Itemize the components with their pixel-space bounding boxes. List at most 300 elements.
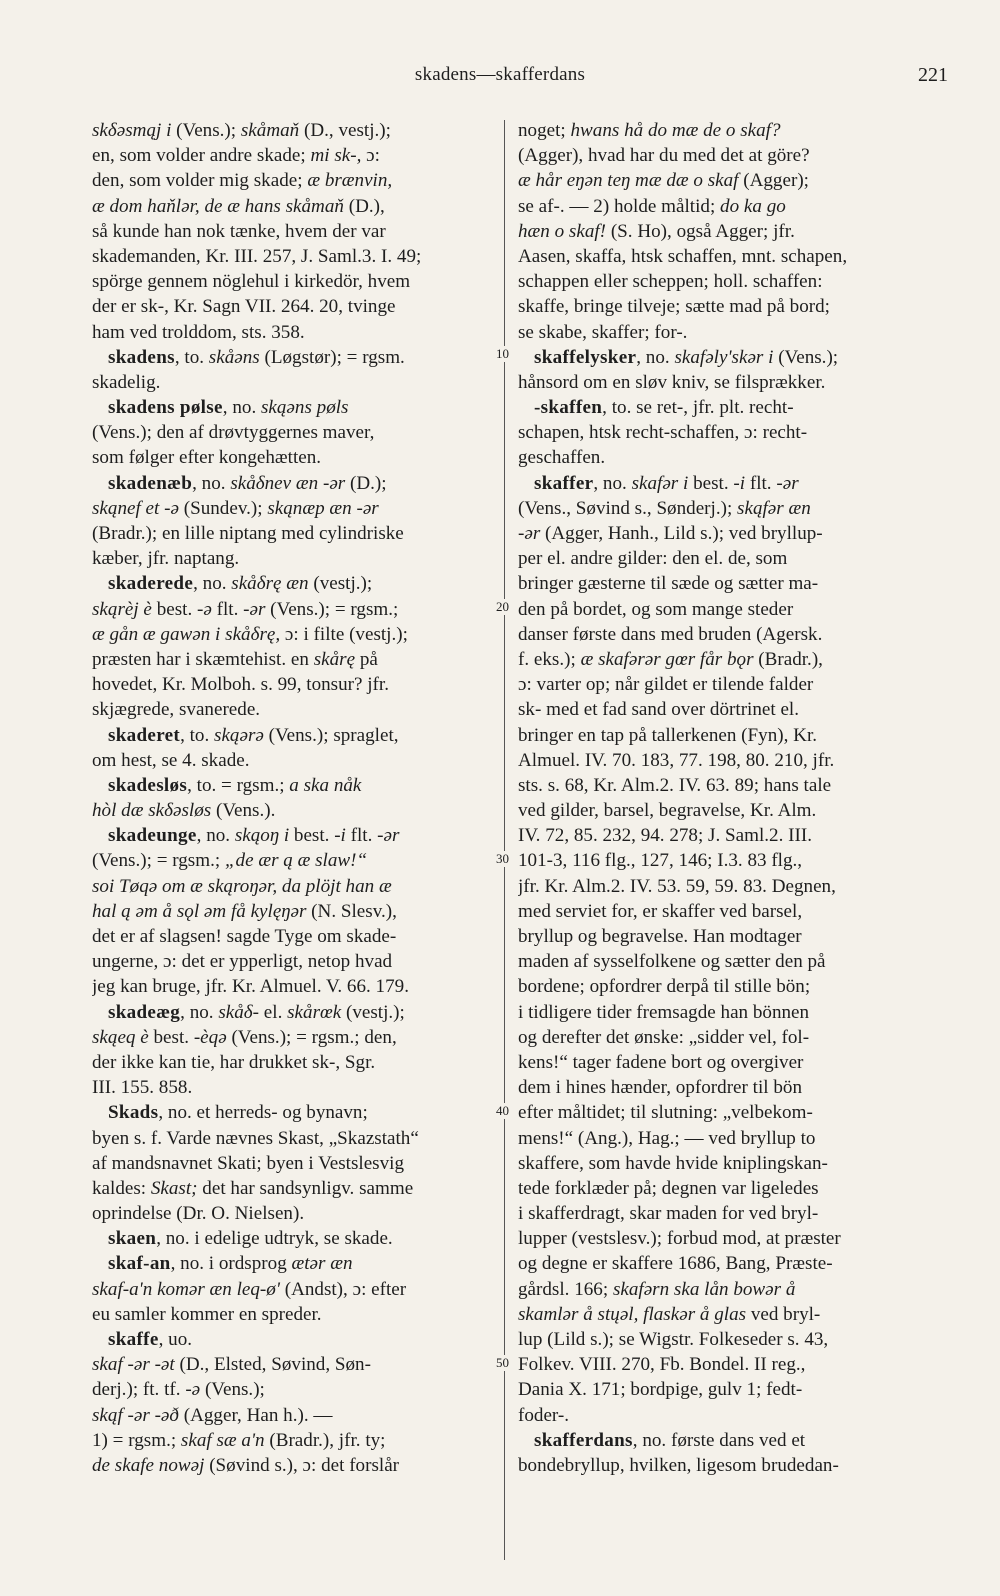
text-line <box>518 949 943 974</box>
text-segment: (Vens.); = rgsm.; <box>92 850 225 872</box>
text-line <box>518 1453 943 1478</box>
dialect-form: -i <box>733 472 746 494</box>
dialect-form: skafəly'skər i <box>674 346 774 368</box>
dialect-form: skąf -ər -əð <box>92 1404 179 1426</box>
text-line <box>518 471 943 496</box>
text-segment: (Løgstør); = rgsm. <box>259 346 405 368</box>
text-segment: , to. <box>174 346 209 368</box>
dialect-form: a ska nåk <box>289 774 362 796</box>
text-line <box>518 1126 943 1151</box>
dialect-form: æ brænvin, <box>307 170 393 192</box>
text-segment: bryllup og begravelse. Han modtager <box>518 926 802 947</box>
dialect-form: skafərn ska lån bowər å <box>612 1278 796 1300</box>
text-segment: som følger efter kongehætten. <box>92 447 322 469</box>
text-line <box>518 546 943 571</box>
text-segment: ɔ: varter op; når gildet er tilende falder <box>518 674 814 696</box>
dialect-form: hal ą əm å sǫl əm få kylęŋər <box>92 900 307 922</box>
text-segment: el. <box>259 1001 288 1023</box>
text-segment: sts. s. 68, Kr. Alm.2. IV. 63. 89; hans tale <box>518 774 832 796</box>
text-segment: ɔ: <box>361 145 380 167</box>
text-line <box>518 194 943 219</box>
text-line <box>518 1251 943 1276</box>
text-line <box>518 622 943 647</box>
text-line <box>92 647 510 672</box>
dialect-form: hòl dæ skδəsløs <box>92 800 212 822</box>
dialect-form: skąrèj è <box>92 598 152 620</box>
text-line <box>518 143 943 168</box>
text-segment: med serviet for, er skaffer ved barsel, <box>518 900 803 922</box>
text-line <box>92 672 510 697</box>
page-number: 221 <box>918 64 948 86</box>
dialect-form: skąnef et -ə <box>92 497 179 519</box>
dialect-form: -ər <box>776 472 799 494</box>
dialect-form: æ gån æ gawən i skåδrę, <box>92 623 281 645</box>
text-line <box>518 269 943 294</box>
text-segment: skademanden, Kr. III. 257, J. Saml.3. I. 49; <box>92 245 422 267</box>
text-line <box>92 244 510 269</box>
dialect-form: -ər <box>243 598 266 620</box>
text-segment: (vestj.); <box>308 573 373 595</box>
dialect-form: skaf sæ a'n <box>180 1429 265 1451</box>
text-line <box>518 1428 943 1453</box>
text-segment: flt. <box>745 472 777 494</box>
text-line <box>92 118 510 143</box>
left-column <box>92 118 510 1478</box>
headword: skaffelysker <box>534 346 637 368</box>
text-segment: (Agger), hvad har du med det at göre? <box>518 145 810 167</box>
text-segment: en, som volder andre skade; <box>92 145 311 167</box>
text-line <box>92 622 510 647</box>
text-segment: præsten har i skæmtehist. en <box>92 648 314 670</box>
text-segment: der er sk-, Kr. Sagn VII. 264. 20, tvinge <box>92 296 396 318</box>
text-line <box>92 773 510 798</box>
headword: -skaffen <box>534 397 603 419</box>
headword: skaen <box>108 1228 157 1250</box>
headword: skaderet <box>108 724 181 746</box>
text-segment: geschaffen. <box>518 447 606 469</box>
text-line <box>92 546 510 571</box>
text-line <box>518 370 943 395</box>
text-segment: ved gilder, barsel, begravelse, Kr. Alm. <box>518 800 817 822</box>
text-segment: schappen eller scheppen; holl. schaffen: <box>518 271 823 293</box>
text-segment: kæber, jfr. naptang. <box>92 548 240 570</box>
text-line <box>92 1352 510 1377</box>
text-segment: (Vens.); <box>171 120 241 141</box>
text-segment: på <box>355 648 378 670</box>
text-segment: (Vens.); den af drøvtyggernes maver, <box>92 422 375 444</box>
text-line <box>518 1352 943 1377</box>
dialect-form: skåmaň <box>240 120 300 141</box>
dialect-form: -èqə <box>193 1026 227 1048</box>
text-line <box>518 748 943 773</box>
text-line <box>518 723 943 748</box>
text-segment: (vestj.); <box>341 1001 405 1023</box>
text-segment: ved bryl- <box>746 1303 821 1325</box>
dialect-form: æ dom haňlər, de æ hans skåmaň <box>92 195 344 217</box>
dialect-form: do ka go <box>720 195 786 217</box>
text-segment: (Agger, Han h.). — <box>178 1404 333 1426</box>
text-segment: efter måltidet; til slutning: „velbekom- <box>518 1102 813 1124</box>
text-segment: (D., Elsted, Søvind, Søn- <box>174 1354 371 1376</box>
text-line <box>92 420 510 445</box>
text-segment: , no. et herreds- og bynavn; <box>158 1102 368 1124</box>
text-segment: 1) = rgsm.; <box>92 1429 181 1451</box>
text-segment: best. <box>148 1026 194 1048</box>
dialect-form: skaf-a'n komər æn leq-ø' <box>92 1278 280 1300</box>
text-line <box>92 848 510 873</box>
text-segment: kens!“ tager fadene bort og overgiver <box>518 1051 804 1073</box>
text-segment: skjægrede, svanerede. <box>92 699 261 721</box>
text-segment: lupper (vestslesv.); forbud mod, at præster <box>518 1228 841 1250</box>
dialect-form: skårę <box>313 648 356 670</box>
text-segment: i tidligere tider fremsagde han bönnen <box>518 1001 810 1023</box>
text-segment: (Vens., Søvind s., Sønderj.); <box>518 497 738 519</box>
text-line <box>92 194 510 219</box>
text-segment: bringer en tap på tallerkenen (Fyn), Kr. <box>518 724 818 746</box>
text-line <box>92 571 510 596</box>
text-segment: f. eks.); <box>518 648 581 670</box>
text-segment: skaffe, bringe tilveje; sætte mad på bord; <box>518 296 830 318</box>
text-line <box>92 874 510 899</box>
text-segment: (Agger, Hanh., Lild s.); ved bryllup- <box>540 523 823 544</box>
headword: skadeunge <box>108 825 197 847</box>
text-segment: per el. andre gilder: den el. de, som <box>518 548 788 570</box>
text-line <box>92 597 510 622</box>
line-marker: 10 <box>496 346 509 361</box>
text-segment: (D.), <box>343 195 385 217</box>
text-line <box>92 1126 510 1151</box>
text-segment: (Vens.); <box>773 346 839 368</box>
text-line <box>92 1277 510 1302</box>
text-segment: det er af slagsen! sagde Tyge om skade- <box>92 926 397 947</box>
text-segment: af mandsnavnet Skati; byen i Vestslesvig <box>92 1152 404 1174</box>
text-line <box>518 1025 943 1050</box>
text-line <box>518 1226 943 1251</box>
line-marker: 20 <box>496 599 509 614</box>
text-segment: bondebryllup, hvilken, ligesom brudedan- <box>518 1454 839 1476</box>
text-segment: (Søvind s.), ɔ: det forslår <box>204 1454 400 1476</box>
text-segment: , uo. <box>158 1329 193 1350</box>
text-segment: jfr. Kr. Alm.2. IV. 53. 59, 59. 83. Degnen, <box>518 875 836 897</box>
dialect-form: -ə <box>185 1379 201 1401</box>
text-line <box>518 445 943 470</box>
text-segment: så kunde han nok tænke, hvem der var <box>92 220 386 242</box>
text-segment: der ikke kan tie, har drukket sk-, Sgr. <box>92 1051 376 1073</box>
text-line <box>92 1403 510 1428</box>
text-line <box>92 899 510 924</box>
text-line <box>518 1403 943 1428</box>
text-line <box>518 924 943 949</box>
headword: Skads <box>108 1102 159 1124</box>
dialect-form: skąnæp æn -ər <box>267 497 379 519</box>
headword: skafferdans <box>534 1429 633 1451</box>
text-segment: flt. <box>211 598 244 620</box>
text-line <box>92 949 510 974</box>
text-segment: (Bradr.); en lille niptang med cylindriske <box>92 523 404 544</box>
text-line <box>92 496 510 521</box>
text-segment: 101-3, 116 flg., 127, 146; I.3. 83 flg., <box>518 850 803 872</box>
text-line <box>518 219 943 244</box>
dialect-form: skårœk <box>287 1001 342 1023</box>
text-line <box>92 1453 510 1478</box>
text-line <box>92 143 510 168</box>
text-segment: Almuel. IV. 70. 183, 77. 198, 80. 210, jfr. <box>518 749 835 771</box>
text-line <box>518 571 943 596</box>
dialect-form: mi sk-, <box>310 145 362 167</box>
text-segment: og degne er skaffere 1686, Bang, Præste- <box>518 1253 833 1275</box>
dialect-form: æ skafərər gœr får bǫr <box>580 648 754 670</box>
text-line <box>518 118 943 143</box>
text-line <box>92 1201 510 1226</box>
dialect-form: skåδrę æn <box>231 573 309 595</box>
text-segment: , no. <box>636 346 675 368</box>
text-segment: ɔ: i filte (vestj.); <box>280 623 408 645</box>
text-segment: , no. <box>193 573 232 595</box>
text-line <box>518 320 943 345</box>
text-line <box>92 320 510 345</box>
text-line <box>518 168 943 193</box>
text-segment: det har sandsynligv. samme <box>197 1177 414 1199</box>
dialect-form: skδəsmąj i <box>92 120 172 141</box>
text-line <box>92 294 510 319</box>
text-segment: IV. 72, 85. 232, 94. 278; J. Saml.2. III. <box>518 825 813 847</box>
text-line <box>518 798 943 823</box>
text-segment: dem i hines hænder, opfordrer til bön <box>518 1077 802 1099</box>
text-segment: foder-. <box>518 1404 570 1426</box>
dialect-form: skąfər æn <box>737 497 811 519</box>
text-segment: kaldes: <box>92 1177 151 1199</box>
text-line <box>518 874 943 899</box>
text-line <box>92 1025 510 1050</box>
text-line <box>92 445 510 470</box>
dialect-form: skåδnev æn -ər <box>230 472 346 494</box>
text-segment: Folkev. VIII. 270, Fb. Bondel. II reg., <box>518 1354 806 1376</box>
text-segment: byen s. f. Varde nævnes Skast, „Skazstath“ <box>92 1127 419 1149</box>
text-segment: , to. se ret-, jfr. plt. recht- <box>602 397 794 419</box>
text-line <box>518 647 943 672</box>
text-segment: schapen, htsk recht-schaffen, ɔ: recht- <box>518 422 808 444</box>
text-line <box>92 1327 510 1352</box>
line-marker: 40 <box>496 1103 509 1118</box>
text-segment: Aasen, skaffa, htsk schaffen, mnt. schapen, <box>518 245 848 267</box>
line-marker: 50 <box>496 1355 509 1370</box>
text-line <box>92 697 510 722</box>
text-line <box>518 848 943 873</box>
running-head: skadens—skafferdans <box>414 64 586 85</box>
dialect-form: -ər <box>518 523 541 544</box>
text-segment: (D.); <box>345 472 387 494</box>
text-line <box>92 1050 510 1075</box>
text-line <box>92 798 510 823</box>
text-line <box>92 1000 510 1025</box>
text-line <box>518 1176 943 1201</box>
text-segment: (Bradr.), <box>753 648 823 670</box>
text-line <box>518 697 943 722</box>
text-segment: (Vens.). <box>211 800 276 822</box>
text-segment: hånsord om en sløv kniv, se filsprækker. <box>518 371 826 393</box>
dialect-form: skąəns pøls <box>260 397 349 419</box>
dialect-form: -ə <box>197 598 212 620</box>
text-line <box>518 672 943 697</box>
text-segment: , no. i ordsprog <box>170 1253 292 1275</box>
text-segment: den på bordet, og som mange steder <box>518 598 794 620</box>
text-line <box>92 219 510 244</box>
text-segment: (Vens.); = rgsm.; den, <box>226 1026 397 1048</box>
text-segment: og derefter det ønske: „sidder vel, fol- <box>518 1026 810 1048</box>
headword: skadenæb <box>108 472 193 494</box>
text-segment: Dania X. 171; bordpige, gulv 1; fedt- <box>518 1379 803 1401</box>
text-segment: gårdsl. 166; <box>518 1278 613 1300</box>
text-segment: , no. <box>180 1001 219 1023</box>
text-segment: , no. <box>196 825 235 847</box>
dialect-form: skåδ- <box>218 1001 260 1023</box>
text-segment: (Sundev.); <box>178 497 268 519</box>
dialect-form: skaf -ər -ət <box>92 1354 175 1376</box>
dialect-form: „de ær ą æ slaw!“ <box>224 850 368 872</box>
text-line <box>518 521 943 546</box>
text-line <box>518 496 943 521</box>
text-segment: lup (Lild s.); se Wigstr. Folkeseder s. 43, <box>518 1329 829 1350</box>
headword: skaf-an <box>108 1253 171 1275</box>
text-segment: best. <box>688 472 734 494</box>
text-line <box>518 974 943 999</box>
text-segment: , no. <box>192 472 231 494</box>
dialect-form: skąeq è <box>92 1026 149 1048</box>
headword: skadeæg <box>108 1001 181 1023</box>
headword: skaffe <box>108 1329 159 1350</box>
text-segment: jeg kan bruge, jfr. Kr. Almuel. V. 66. 179. <box>92 976 409 998</box>
text-segment: III. 155. 858. <box>92 1077 193 1099</box>
text-segment: , no. <box>593 472 632 494</box>
text-segment: noget; <box>518 120 571 141</box>
text-segment: , to. = rgsm.; <box>187 774 290 796</box>
text-segment: (N. Slesv.), <box>306 900 397 922</box>
dialect-form: skąərə <box>214 724 264 746</box>
text-segment: om hest, se 4. skade. <box>92 749 250 771</box>
text-segment: , no. i edelige udtryk, se skade. <box>156 1228 393 1250</box>
text-line <box>518 1000 943 1025</box>
headword: skaderede <box>108 573 194 595</box>
text-line <box>518 345 943 370</box>
text-line <box>518 1050 943 1075</box>
text-line <box>518 1377 943 1402</box>
text-line <box>518 1277 943 1302</box>
text-line <box>518 1302 943 1327</box>
text-segment: (Agger); <box>738 170 809 192</box>
headword: skaffer <box>534 472 594 494</box>
text-segment: hovedet, Kr. Molboh. s. 99, tonsur? jfr. <box>92 674 389 696</box>
dialect-form: soi Tøqə om æ skąroŋər, da plöjt han æ <box>92 875 392 897</box>
text-segment: derj.); ft. tf. <box>92 1379 186 1401</box>
text-line <box>92 1100 510 1125</box>
dialect-form: skåəns <box>208 346 260 368</box>
text-line <box>92 1075 510 1100</box>
text-line <box>518 773 943 798</box>
text-segment: ham ved trolddom, sts. 358. <box>92 321 305 343</box>
text-line <box>518 294 943 319</box>
text-segment: best. <box>289 825 335 847</box>
dialect-form: -i <box>334 825 346 847</box>
dialect-form: hæn o skaf! <box>518 220 607 242</box>
text-segment: skaffere, som havde hvide kniplingskan- <box>518 1152 828 1174</box>
text-segment: danser første dans med bruden (Agersk. <box>518 623 823 645</box>
text-segment: tede forklæder på; degnen var ligeledes <box>518 1177 819 1199</box>
text-segment: den, som volder mig skade; <box>92 170 308 192</box>
text-segment: (S. Ho), også Agger; jfr. <box>606 220 795 242</box>
text-segment: spörge gennem nöglehul i kirkedör, hvem <box>92 271 411 293</box>
text-line <box>92 1377 510 1402</box>
text-segment: (D., vestj.); <box>299 120 391 141</box>
text-segment: flt. <box>345 825 378 847</box>
dialect-form: de skafe nowəj <box>92 1454 205 1476</box>
text-segment: oprindelse (Dr. O. Nielsen). <box>92 1203 305 1225</box>
text-segment: skadelig. <box>92 371 161 393</box>
text-line <box>92 1251 510 1276</box>
dialect-form: æ hår eŋən teŋ mæ dæ o skaf <box>518 170 739 192</box>
headword: skadesløs <box>108 774 188 796</box>
text-line <box>518 1075 943 1100</box>
text-line <box>92 1302 510 1327</box>
text-segment: ungerne, ɔ: det er ypperligt, netop hvad <box>92 951 393 973</box>
headword: skadens <box>108 346 175 368</box>
text-segment: bordene; opfordrer derpå til stille bön; <box>518 976 811 998</box>
dialect-form: ætər æn <box>291 1253 353 1275</box>
text-line <box>92 395 510 420</box>
headword: skadens pølse <box>108 397 223 419</box>
text-line <box>518 395 943 420</box>
text-segment: , no. <box>222 397 261 419</box>
text-line <box>92 748 510 773</box>
text-segment: (Vens.); <box>200 1379 265 1401</box>
text-segment: i skafferdragt, skar maden for ved bryl- <box>518 1203 819 1225</box>
text-line <box>518 420 943 445</box>
text-segment: mens!“ (Ang.), Hag.; — ved bryllup to <box>518 1127 816 1149</box>
dialect-form: skamlər å stųəl, flaskər å glas <box>518 1303 747 1325</box>
text-segment: eu samler kommer en spreder. <box>92 1303 322 1325</box>
text-line <box>518 823 943 848</box>
text-line <box>92 723 510 748</box>
text-line <box>92 471 510 496</box>
text-segment: (Andst), ɔ: efter <box>279 1278 407 1300</box>
text-segment: se af-. — 2) holde måltid; <box>518 195 721 217</box>
dialect-form: hwans hå do mæ de o skaf? <box>570 120 781 141</box>
text-line <box>92 370 510 395</box>
dialect-form: Skast; <box>150 1177 198 1199</box>
text-line <box>518 1151 943 1176</box>
text-segment: maden af sysselfolkene og sætter den på <box>518 951 826 973</box>
text-line <box>92 1428 510 1453</box>
text-segment: , to. <box>180 724 215 746</box>
dialect-form: -ər <box>377 825 400 847</box>
text-line <box>92 269 510 294</box>
text-line <box>518 1201 943 1226</box>
text-line <box>518 899 943 924</box>
text-line <box>518 1100 943 1125</box>
dialect-form: skąoŋ i <box>234 825 290 847</box>
text-line <box>518 1327 943 1352</box>
text-segment: , no. første dans ved et <box>632 1429 806 1451</box>
text-segment: (Vens.); = rgsm.; <box>265 598 399 620</box>
text-line <box>518 244 943 269</box>
text-segment: (Bradr.), jfr. ty; <box>264 1429 386 1451</box>
text-segment: se skabe, skaffer; for-. <box>518 321 688 343</box>
text-line <box>92 345 510 370</box>
text-line <box>92 823 510 848</box>
text-line <box>92 974 510 999</box>
right-column <box>518 118 943 1478</box>
text-segment: best. <box>151 598 197 620</box>
text-line <box>92 521 510 546</box>
